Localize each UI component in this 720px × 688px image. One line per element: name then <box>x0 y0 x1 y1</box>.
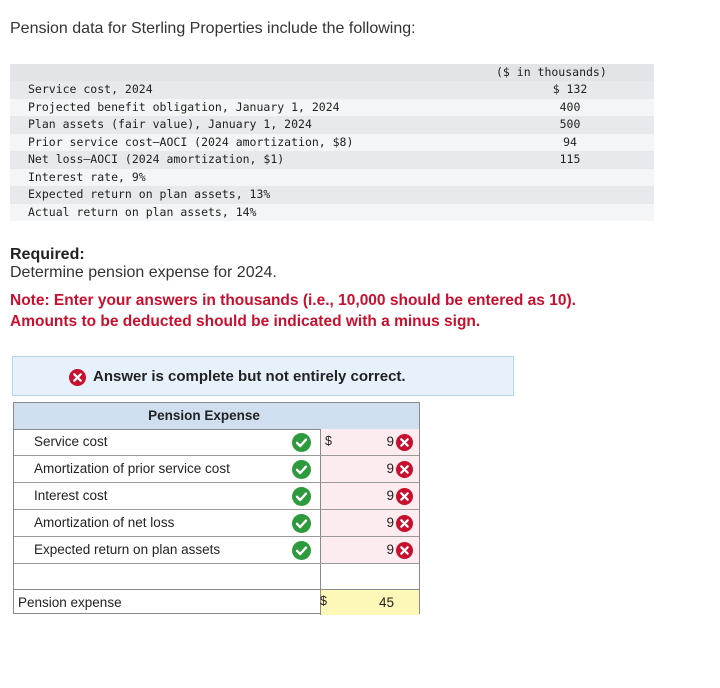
table-row <box>14 537 419 564</box>
row-value: 9 <box>386 461 394 476</box>
error-x-icon <box>396 434 413 451</box>
data-row-value: 115 <box>559 152 581 166</box>
instruction-note <box>10 290 710 332</box>
data-row <box>10 204 654 222</box>
error-x-icon <box>396 542 413 559</box>
table-row <box>14 510 419 537</box>
unit-label: ($ in thousands) <box>496 65 607 79</box>
data-row-label: Projected benefit obligation, January 1, 2024 <box>28 99 340 114</box>
data-row-label: Prior service cost—AOCI (2024 amortization, $8) <box>28 134 354 149</box>
data-row-label: Expected return on plan assets, 13% <box>28 187 271 201</box>
data-row <box>10 186 654 204</box>
row-label-select[interactable]: Expected return on plan assets <box>34 542 221 557</box>
data-row <box>10 99 654 117</box>
data-row-label: Service cost, 2024 <box>28 82 153 96</box>
pension-data-table <box>10 64 654 221</box>
row-label-select[interactable]: Service cost <box>34 434 108 449</box>
currency-symbol: $ <box>325 434 332 448</box>
data-row <box>10 151 654 169</box>
row-value: 9 <box>386 434 394 449</box>
data-row-label: Actual return on plan assets, 14% <box>28 204 257 219</box>
check-icon <box>292 460 311 479</box>
data-row-value: 400 <box>559 99 581 114</box>
table-row <box>14 456 419 483</box>
table-row <box>14 429 419 456</box>
data-row-label: Net loss—AOCI (2024 amortization, $1) <box>28 152 285 166</box>
table-header <box>14 403 419 430</box>
total-row <box>14 589 419 615</box>
table-row <box>14 483 419 510</box>
row-value: 9 <box>386 542 394 557</box>
empty-table-row <box>14 564 419 591</box>
check-icon <box>292 514 311 533</box>
data-row <box>10 169 654 187</box>
currency-symbol: $ <box>320 594 327 608</box>
data-row <box>10 116 654 134</box>
data-row <box>10 81 654 99</box>
data-row-label: Interest rate, 9% <box>28 169 146 184</box>
check-icon <box>292 433 311 452</box>
check-icon <box>292 541 311 560</box>
error-x-icon <box>396 488 413 505</box>
feedback-message: Answer is complete but not entirely correct. <box>93 368 406 385</box>
row-label-select[interactable]: Interest cost <box>34 488 108 503</box>
row-label-select[interactable]: Amortization of net loss <box>34 515 175 530</box>
unit-header-row <box>10 64 654 81</box>
required-task: Determine pension expense for 2024. <box>10 264 277 281</box>
error-x-icon <box>396 515 413 532</box>
total-value: 45 <box>378 595 394 610</box>
error-x-icon <box>396 461 413 478</box>
table-header-title: Pension Expense <box>148 408 260 423</box>
required-section <box>10 246 277 282</box>
error-x-icon <box>69 369 86 386</box>
row-value: 9 <box>386 488 394 503</box>
row-value: 9 <box>386 515 394 530</box>
pension-expense-table <box>13 402 420 614</box>
note-line-1: Note: Enter your answers in thousands (i.e., 10,000 should be entered as 10). <box>10 292 576 309</box>
intro-text: Pension data for Sterling Properties include the following: <box>10 20 416 37</box>
data-row-value: 500 <box>559 117 581 131</box>
check-icon <box>292 487 311 506</box>
row-label-select[interactable]: Amortization of prior service cost <box>34 461 230 476</box>
feedback-banner <box>12 356 514 396</box>
required-heading: Required: <box>10 246 85 263</box>
data-row-label: Plan assets (fair value), January 1, 2024 <box>28 117 312 131</box>
note-line-2: Amounts to be deducted should be indicated with a minus sign. <box>10 313 481 330</box>
data-row <box>10 134 654 152</box>
data-row-value: 94 <box>563 134 577 149</box>
data-row-value: $ 132 <box>552 82 588 96</box>
total-label: Pension expense <box>18 595 122 610</box>
